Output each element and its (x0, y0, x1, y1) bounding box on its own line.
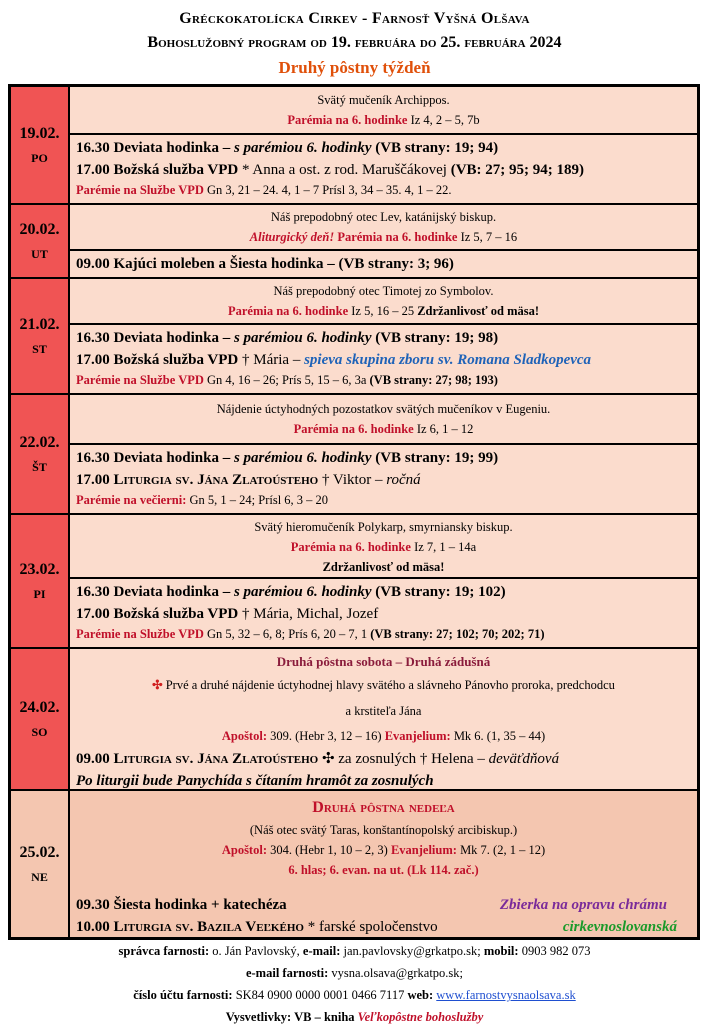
feast-text: Svätý mučeník Archippos. (317, 93, 450, 107)
feast-block (70, 87, 697, 133)
date: 21.02. (19, 315, 60, 333)
date: 24.02. (19, 698, 60, 716)
services-block (70, 249, 697, 277)
feast-block (70, 395, 697, 443)
service-line: 17.00 Liturgia sv. Jána Zlatoústeho † Viktor – ročná (76, 472, 421, 488)
readings-line: Parémie na Službe VPD Gn 5, 32 – 6, 8; Prís 6, 20 – 7, 1 (VB strany: 27; 102; 70; 202; 71) (76, 627, 545, 641)
services-block (70, 323, 697, 393)
footer-admin: správca farnosti: o. Ján Pavlovský, e-mail: jan.pavlovsky@grkatpo.sk; mobil: 0903 982 073 (118, 944, 591, 958)
readings-line: Apoštol: 304. (Hebr 1, 10 – 2, 3) Evanjelium: Mk 7. (2, 1 – 12) (221, 843, 546, 857)
services-block (70, 133, 697, 203)
date-cell (11, 791, 70, 937)
day-22 (11, 395, 697, 515)
reading-line: Parémia na 6. hodinke Iz 5, 16 – 25 Zdržanlivosť od mäsa! (227, 304, 540, 318)
header-title: Gréckokatolícka Cirkev - Farnosť Vyšná Olšava (179, 10, 530, 27)
reading-line: Parémia na 6. hodinke Iz 7, 1 – 14a (290, 540, 477, 554)
feast-block (70, 791, 697, 937)
feast-block (70, 205, 697, 249)
reading-line: Aliturgický deň! Parémia na 6. hodinke Iz 5, 7 – 16 (249, 230, 518, 244)
footer-legend: Vysvetlivky: VB – kniha Veľkopôstne bohoslužby (225, 1010, 484, 1024)
feast-block (70, 515, 697, 577)
feast-text: Nájdenie úctyhodných pozostatkov svätých mučeníkov v Eugeniu. (216, 402, 551, 416)
feast-text: (Náš otec svätý Taras, konštantínopolský arcibiskup.) (249, 823, 518, 837)
header-week: Druhý pôstny týždeň (278, 58, 431, 77)
feast-text: Náš prepodobný otec Timotej zo Symbolov. (273, 284, 494, 298)
service-line: 17.00 Božská služba VPD † Mária, Michal, Jozef (76, 606, 379, 622)
date: 25.02. (19, 843, 60, 861)
cross-icon: ✣ (152, 678, 163, 692)
readings-line: Apoštol: 309. (Hebr 3, 12 – 16) Evanjelium: Mk 6. (1, 35 – 44) (221, 729, 546, 743)
reading-line: Parémia na 6. hodinke Iz 4, 2 – 5, 7b (287, 113, 480, 127)
date: 23.02. (19, 560, 60, 578)
date: 20.02. (19, 220, 60, 238)
date-cell (11, 87, 70, 203)
service-line: 09.00 Kajúci moleben a Šiesta hodinka – (VB strany: 3; 96) (76, 256, 454, 272)
day-19 (11, 87, 697, 205)
feast-text: ✣ Prvé a druhé nájdenie úctyhodnej hlavy svätého a slávneho Pánovho proroka, predchodcu (152, 678, 615, 692)
feast-text: Svätý hieromučeník Polykarp, smyrniansky biskup. (254, 520, 513, 534)
day-23 (11, 515, 697, 649)
day-21 (11, 279, 697, 395)
date: 19.02. (19, 124, 60, 142)
footer-parish-email: e-mail farnosti: vysna.olsava@grkatpo.sk; (245, 966, 464, 980)
weekday: ST (32, 341, 47, 356)
header-subtitle: Bohoslužobný program od 19. februára do 25. februára 2024 (147, 34, 562, 51)
schedule-table (8, 84, 700, 940)
date-cell (11, 205, 70, 277)
service-line: 16.30 Deviata hodinka – s parémiou 6. hodinky (VB strany: 19; 102) (76, 584, 506, 600)
date-cell (11, 395, 70, 513)
feast-text: Náš prepodobný otec Lev, katánijský biskup. (270, 210, 497, 224)
feast-text-cont: a krstiteľa Jána (345, 704, 422, 718)
weekday: PO (31, 150, 48, 165)
date-cell (11, 279, 70, 393)
readings-line: Parémie na Službe VPD Gn 3, 21 – 24. 4, 1 – 7 Prísl 3, 34 – 35. 4, 1 – 22. (76, 183, 452, 197)
day-24 (11, 649, 697, 791)
reading-line: Parémia na 6. hodinke Iz 6, 1 – 12 (293, 422, 474, 436)
service-line: 10.00 Liturgia sv. Bazila Veľkého * farské spoločenstvo cirkevnoslovanská (76, 919, 677, 935)
service-line: 17.00 Božská služba VPD † Mária – spieva skupina zboru sv. Romana Sladkopevca (76, 352, 592, 368)
service-line: 09.30 Šiesta hodinka + katechéza Zbierka na opravu chrámu (76, 897, 667, 913)
weekday: UT (31, 246, 48, 261)
service-line: 17.00 Božská služba VPD * Anna a ost. z rod. Maruščákovej (VB: 27; 95; 94; 189) (76, 162, 585, 178)
weekday: SO (31, 724, 48, 739)
day-20 (11, 205, 697, 279)
weekday: NE (31, 869, 48, 884)
feast-block (70, 279, 697, 323)
service-line: 16.30 Deviata hodinka – s parémiou 6. hodinky (VB strany: 19; 99) (76, 450, 499, 466)
services-block (70, 443, 697, 513)
day-25 (11, 791, 697, 937)
panychida-note: Po liturgii bude Panychída s čítaním hramôt za zosnulých (76, 773, 434, 789)
tone-line: 6. hlas; 6. evan. na ut. (Lk 114. zač.) (288, 863, 479, 877)
service-line: 16.30 Deviata hodinka – s parémiou 6. hodinky (VB strany: 19; 94) (76, 140, 499, 156)
footer (0, 940, 709, 1028)
weekday: PI (33, 586, 46, 601)
readings-line: Parémie na Službe VPD Gn 4, 16 – 26; Prís 5, 15 – 6, 3a (VB strany: 27; 98; 193) (76, 373, 498, 387)
sunday-title: Druhá pôstna nedeľa (312, 799, 455, 816)
feast-title: Druhá pôstna sobota – Druhá zádušná (276, 654, 491, 669)
footer-account: číslo účtu farnosti: SK84 0900 0000 0001 0466 7117 web: www.farnostvysnaolsava.sk (133, 988, 576, 1002)
service-line: 09.00 Liturgia sv. Jána Zlatoústeho ✣ za zosnulých † Helena – deväťdňová (76, 751, 560, 767)
date-cell (11, 649, 70, 789)
date: 22.02. (19, 433, 60, 451)
weekday: ŠT (32, 459, 47, 474)
fast-note: Zdržanlivosť od mäsa! (322, 560, 445, 574)
services-block (70, 577, 697, 647)
readings-line: Parémie na večierni: Gn 5, 1 – 24; Prísl 6, 3 – 20 (76, 493, 329, 507)
date-cell (11, 515, 70, 647)
website-link[interactable]: www.farnostvysnaolsava.sk (436, 988, 576, 1002)
feast-block (70, 649, 697, 789)
service-line: 16.30 Deviata hodinka – s parémiou 6. hodinky (VB strany: 19; 98) (76, 330, 499, 346)
